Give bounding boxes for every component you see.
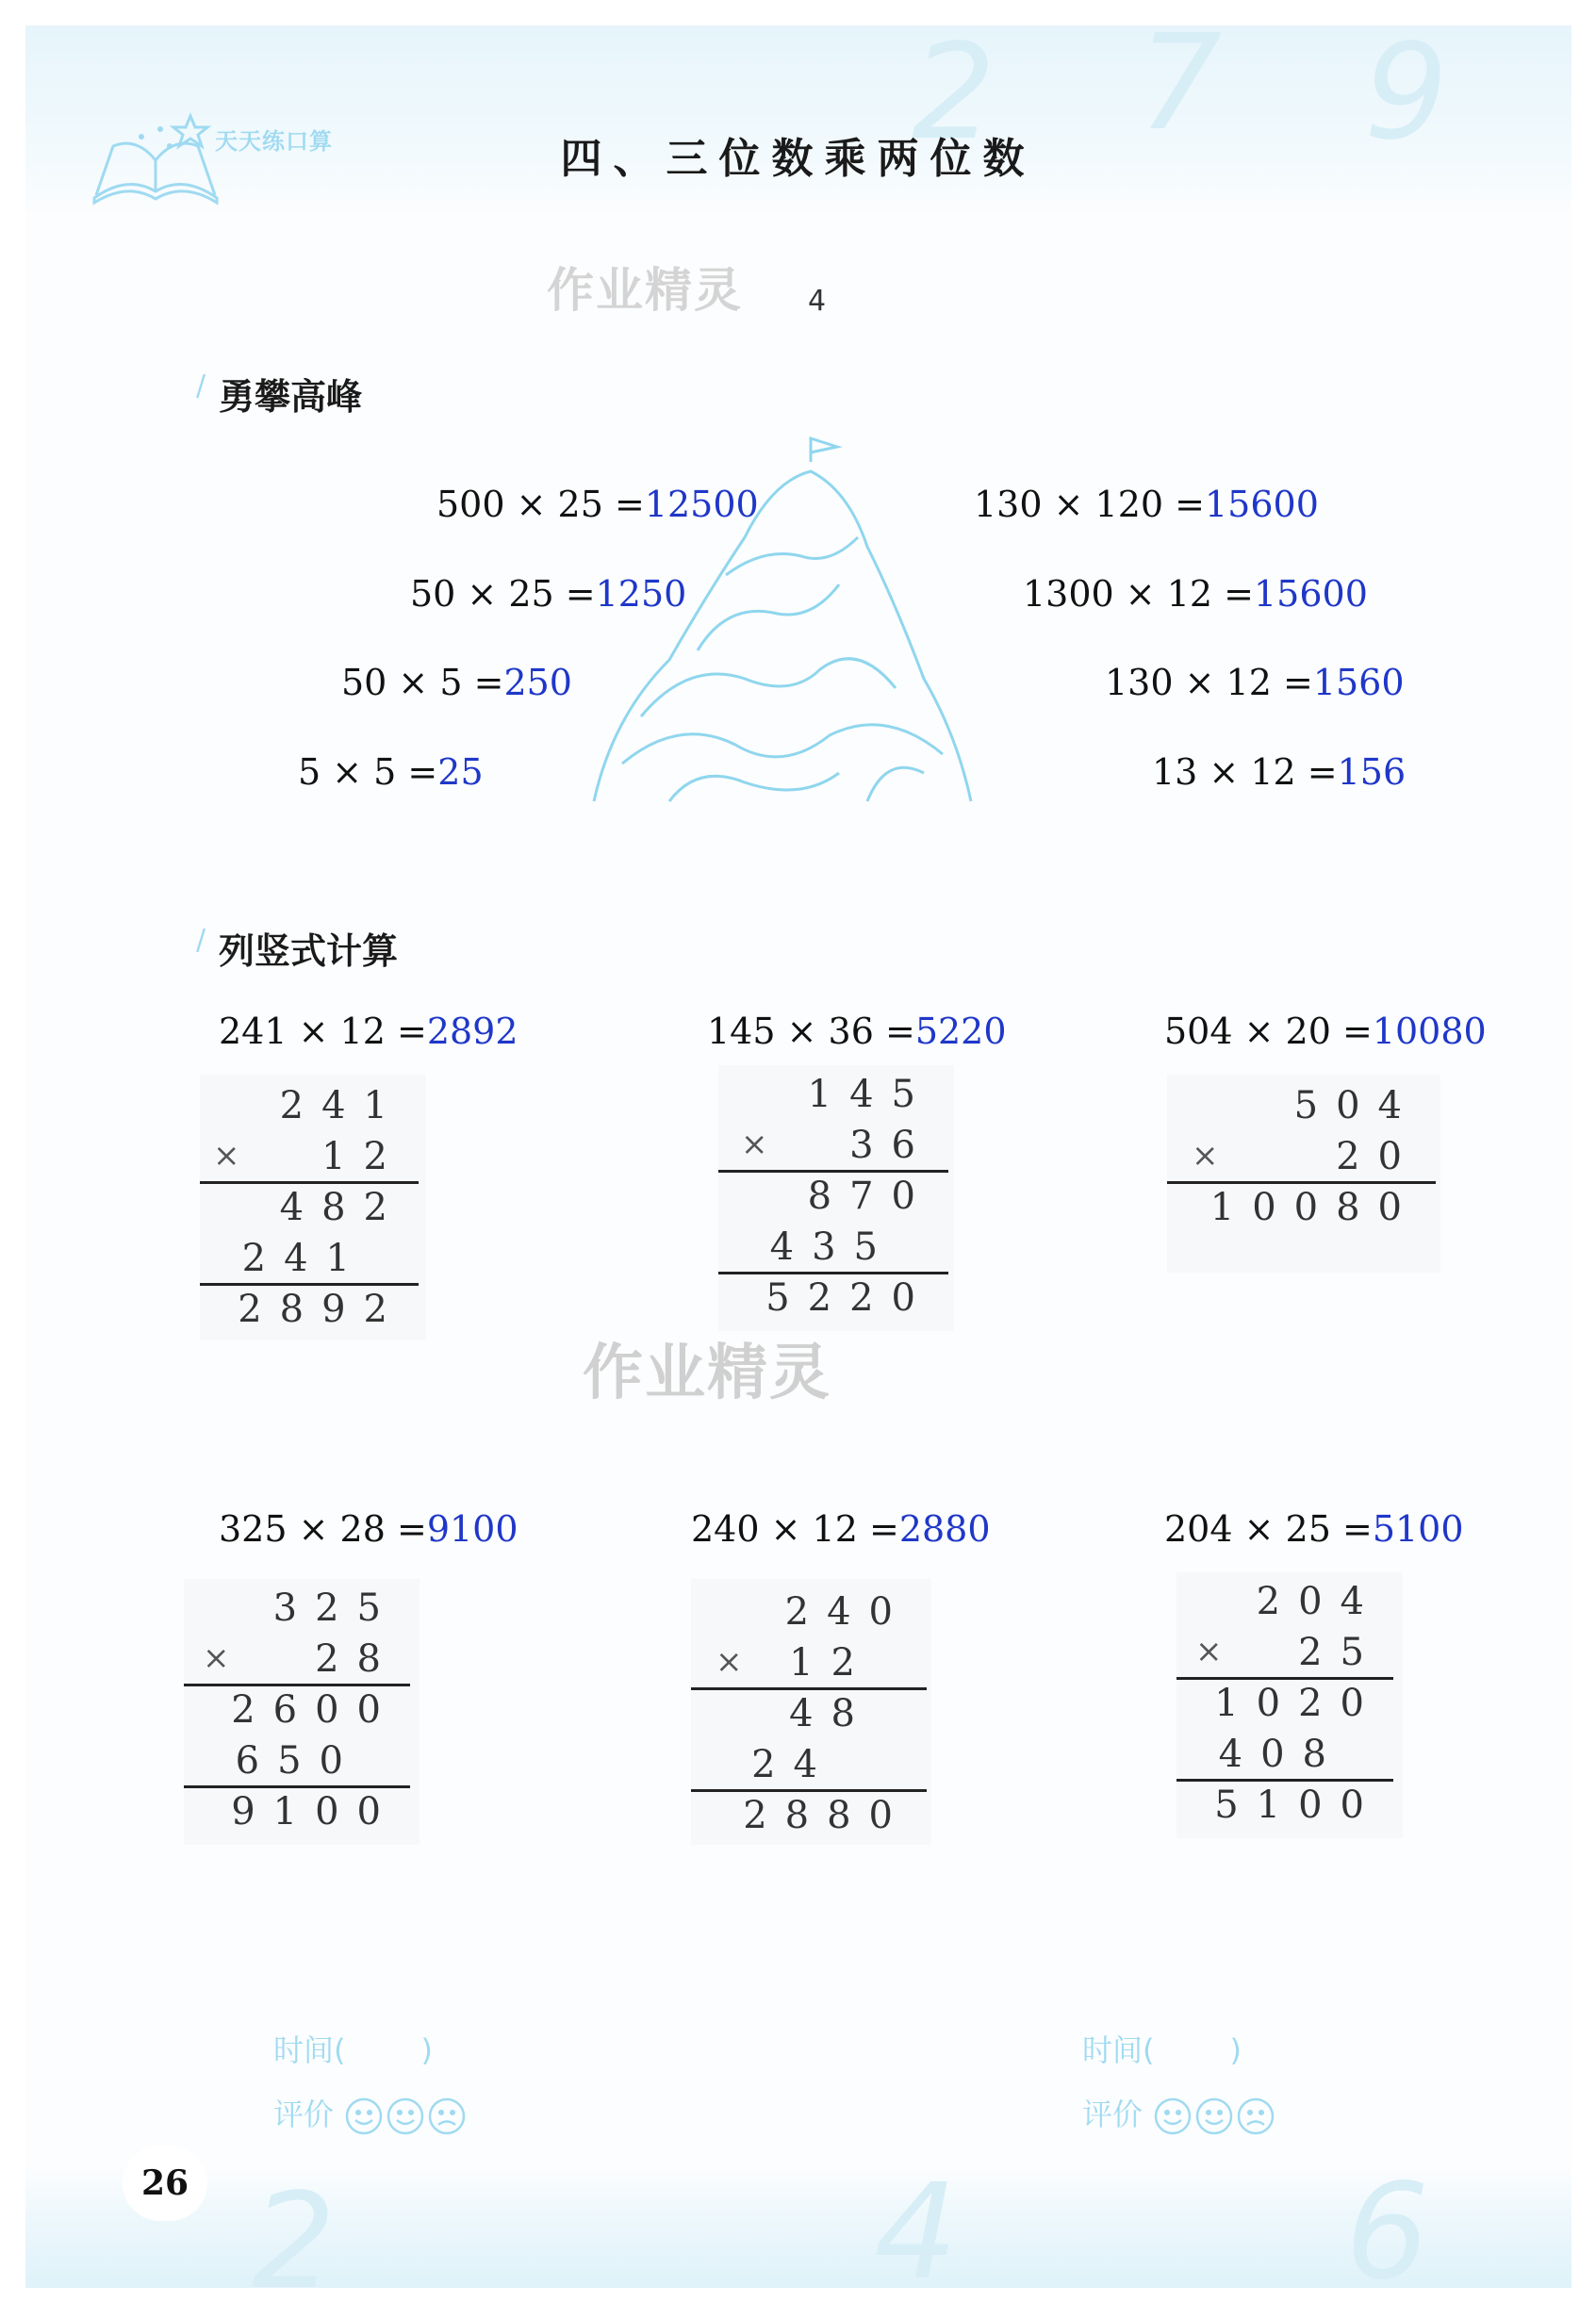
- rating-faces-icon: [343, 2096, 466, 2137]
- divider: [718, 1170, 948, 1173]
- times-sign: ×: [1192, 1137, 1219, 1175]
- equation: 50 × 5 =250: [341, 662, 572, 703]
- equation: 50 × 25 =1250: [410, 573, 687, 615]
- vertical-calc: [1176, 1572, 1403, 1838]
- vertical-calc: [184, 1579, 420, 1845]
- calc-row: 12: [789, 1641, 873, 1685]
- watermark: 作业精灵: [583, 1339, 831, 1408]
- divider: [691, 1789, 927, 1792]
- divider: [691, 1687, 927, 1690]
- decoration: 6: [1345, 2156, 1430, 2288]
- times-sign: ×: [203, 1639, 230, 1677]
- calc-row: 435: [769, 1225, 896, 1269]
- calc-row: 145: [807, 1073, 933, 1116]
- calc-row: 504: [1293, 1084, 1420, 1127]
- decoration: 2: [912, 25, 996, 170]
- brand-text: 天天练口算: [215, 128, 333, 155]
- vertical-calc: [200, 1075, 426, 1340]
- calc-row: 241: [279, 1084, 405, 1127]
- calc-row: 1020: [1214, 1682, 1382, 1725]
- times-sign: ×: [213, 1137, 240, 1175]
- time-label: 时间( ): [1082, 2032, 1242, 2068]
- vertical-calc: [1167, 1075, 1440, 1273]
- equation: 325 × 28 =9100: [219, 1508, 518, 1550]
- calc-row: 650: [235, 1739, 361, 1783]
- section-title-vertical-calc: / 列竖式计算: [196, 924, 399, 972]
- divider: [184, 1684, 410, 1686]
- calc-row: 25: [1298, 1631, 1382, 1674]
- divider: [200, 1181, 419, 1184]
- equation: 504 × 20 =10080: [1164, 1011, 1487, 1052]
- equation: 1300 × 12 =15600: [1023, 573, 1368, 615]
- times-sign: ×: [1195, 1633, 1223, 1670]
- equation: 204 × 25 =5100: [1164, 1508, 1464, 1550]
- page-number: 26: [123, 2145, 207, 2221]
- vertical-calc: [691, 1579, 931, 1845]
- divider: [1167, 1181, 1436, 1184]
- rating-row: [273, 2091, 466, 2137]
- vertical-calc: [718, 1065, 954, 1331]
- divider: [1176, 1677, 1393, 1680]
- equation: 130 × 12 =1560: [1105, 662, 1405, 703]
- divider: [718, 1272, 948, 1274]
- rating-label: 评价: [273, 2096, 335, 2132]
- watermark: 作业精灵: [547, 263, 743, 318]
- decoration: 2: [252, 2165, 337, 2288]
- equation: 130 × 120 =15600: [974, 484, 1319, 525]
- times-sign: ×: [741, 1126, 768, 1163]
- calc-row: 5220: [765, 1276, 933, 1320]
- calc-row: 870: [807, 1175, 933, 1218]
- equation: 145 × 36 =5220: [707, 1011, 1007, 1052]
- rating-faces-icon: [1152, 2096, 1275, 2137]
- time-label: 时间( ): [273, 2032, 433, 2068]
- equation: 241 × 12 =2892: [219, 1011, 518, 1052]
- equation: 5 × 5 =25: [298, 751, 484, 793]
- decoration: 4: [874, 2156, 959, 2288]
- calc-row: 325: [272, 1586, 399, 1630]
- divider: [200, 1283, 419, 1286]
- calc-row: 12: [321, 1135, 405, 1178]
- rating-row: [1082, 2091, 1275, 2137]
- calc-row: 408: [1218, 1733, 1344, 1776]
- calc-row: 204: [1256, 1580, 1382, 1623]
- decoration: 9: [1364, 25, 1449, 170]
- calc-row: 36: [849, 1124, 933, 1167]
- divider: [184, 1785, 410, 1788]
- calc-row: 2880: [743, 1794, 911, 1837]
- equation: 13 × 12 =156: [1152, 751, 1407, 793]
- calc-row: 10080: [1209, 1186, 1420, 1229]
- watermark-number: 4: [808, 285, 827, 318]
- equation: 240 × 12 =2880: [691, 1508, 991, 1550]
- calc-row: 240: [784, 1590, 911, 1634]
- divider: [1176, 1779, 1393, 1782]
- times-sign: ×: [716, 1643, 743, 1681]
- section-title-challenge: / 勇攀高峰: [196, 370, 363, 418]
- calc-row: 24: [751, 1743, 835, 1786]
- calc-row: 5100: [1214, 1784, 1382, 1827]
- page-title: 四、三位数乘两位数: [560, 135, 1036, 183]
- calc-row: 482: [279, 1186, 405, 1229]
- rating-label: 评价: [1082, 2096, 1144, 2132]
- calc-row: 2892: [238, 1288, 405, 1331]
- calc-row: 9100: [231, 1790, 399, 1833]
- calc-row: 48: [789, 1692, 873, 1735]
- calc-row: 28: [315, 1637, 399, 1681]
- equation: 500 × 25 =12500: [436, 484, 759, 525]
- calc-row: 241: [241, 1237, 368, 1280]
- calc-row: 20: [1336, 1135, 1420, 1178]
- calc-row: 2600: [231, 1688, 399, 1732]
- decoration: 7: [1138, 25, 1223, 160]
